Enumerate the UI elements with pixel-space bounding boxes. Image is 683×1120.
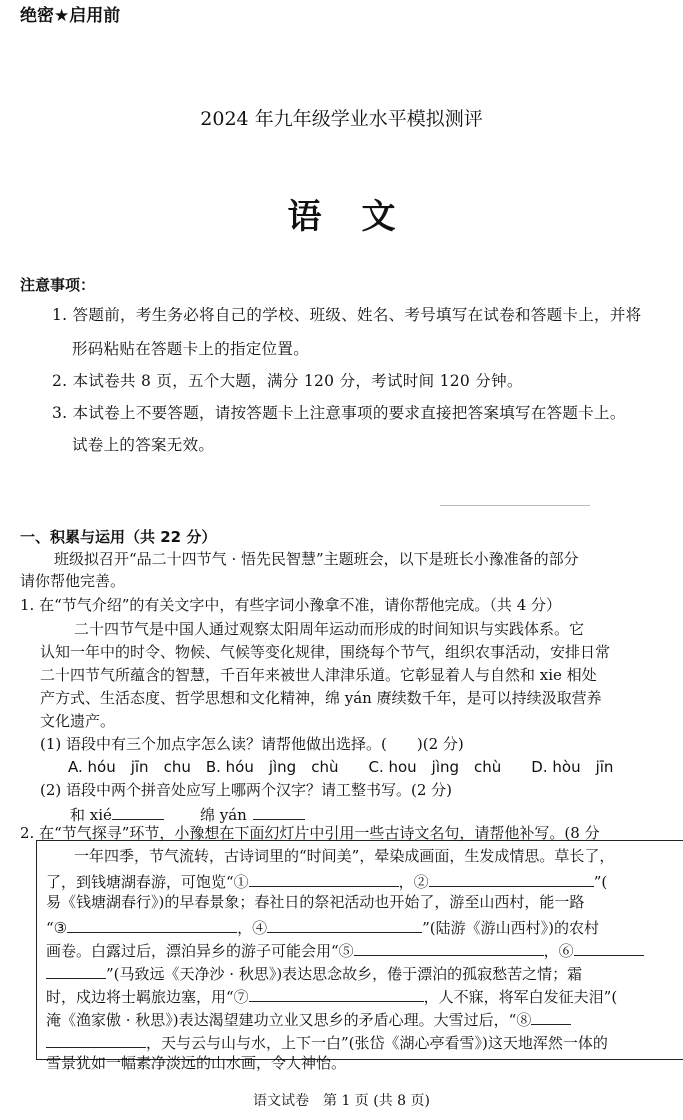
slide-text: 时，戍边将士羁旅边塞，用“⑦ xyxy=(46,988,249,1006)
slide-text: ”( xyxy=(593,873,608,891)
slide-text: 了，到钱塘湖春游，可饱览“① xyxy=(46,873,249,891)
passage-line: 二十四节气是中国人通过观察太阳周年运动而形成的时间知识与实践体系。它 xyxy=(74,620,585,638)
slide-line: 雪景犹如一幅素净淡远的山水画，令人神怡。 xyxy=(46,1054,347,1072)
passage-line: 二十四节气所蕴含的智慧，千百年来被世人津津乐道。它彰显着人与自然和 xie 相处 xyxy=(40,666,597,684)
sub-question-1: (1) 语段中有三个加点字怎么读？请帮他做出选择。( )(2 分) xyxy=(40,735,464,753)
answer-blank[interactable] xyxy=(531,1010,571,1025)
question-2-stem: 2. 在“节气探寻”环节，小豫想在下面幻灯片中引用一些古诗文名句，请帮他补写。(8 分 xyxy=(20,824,600,842)
slide-text: “③ xyxy=(46,919,68,937)
slide-text: 画卷。白露过后，漂泊异乡的游子可能会用“⑤ xyxy=(46,942,354,960)
passage-line: 产方式、生活态度、哲学思想和文化精神，绵 yán 赓续数千年，是可以持续汲取营养 xyxy=(40,689,602,707)
slide-text: ，② xyxy=(398,873,429,891)
slide-line xyxy=(46,1010,571,1028)
blank-xie xyxy=(70,805,164,823)
blank-label: 和 xié xyxy=(70,806,112,824)
notice-heading: 注意事项： xyxy=(20,276,96,294)
notice-item-1-cont: 形码粘贴在答题卡上的指定位置。 xyxy=(72,340,310,358)
answer-blank[interactable] xyxy=(574,941,644,956)
slide-line xyxy=(46,872,607,890)
slide-line: 一年四季，节气流转，古诗词里的“时间美”，晕染成画面，生发成情思。草长了， xyxy=(74,847,615,865)
slide-line xyxy=(46,987,617,1005)
answer-blank[interactable] xyxy=(249,872,399,887)
slide-line xyxy=(46,941,644,959)
slide-text: ，④ xyxy=(237,919,268,937)
notice-item-1: 1. 答题前，考生务必将自己的学校、班级、姓名、考号填写在试卷和答题卡上，并将 xyxy=(52,306,642,324)
question-1-stem: 1. 在“节气介绍”的有关文字中，有些字词小豫拿不准，请你帮他完成。（共 4 分） xyxy=(20,596,561,614)
section-1-intro-cont: 请你帮他完善。 xyxy=(20,572,126,590)
passage-line: 认知一年中的时令、物候、气候等变化规律，围绕每个节气，组织农事活动，安排日常 xyxy=(40,643,611,661)
subject-title: 语文 xyxy=(287,197,436,237)
answer-blank[interactable] xyxy=(429,872,594,887)
answer-blank[interactable] xyxy=(46,964,106,979)
slide-line xyxy=(46,1033,608,1051)
exam-title: 2024 年九年级学业水平模拟测评 xyxy=(200,108,483,130)
sub-question-2: (2) 语段中两个拼音处应写上哪两个汉字？请工整书写。(2 分) xyxy=(40,781,453,799)
answer-blank[interactable] xyxy=(112,805,164,820)
answer-blank[interactable] xyxy=(46,1033,146,1048)
answer-options: A. hóu jīn chu B. hóu jìng chù C. hou jìng chù D. hòu jīn xyxy=(68,758,614,776)
slide-text: ，天与云与山与水，上下一白”(张岱《湖心亭看雪》)这天地浑然一体的 xyxy=(146,1034,608,1052)
slide-text: ，⑥ xyxy=(543,942,574,960)
divider xyxy=(440,505,590,506)
confidential-tag: 绝密★启用前 xyxy=(20,6,121,26)
notice-item-3-cont: 试卷上的答案无效。 xyxy=(72,436,215,454)
page-footer: 语文试卷 第 1 页 (共 8 页) xyxy=(253,1093,430,1109)
passage-line: 文化遗产。 xyxy=(40,712,116,730)
slide-text: 淹《渔家傲 · 秋思》)表达渴望建功立业又思乡的矛盾心理。大雪过后，“⑧ xyxy=(46,1011,532,1029)
answer-blank[interactable] xyxy=(354,941,544,956)
slide-line: 易《钱塘湖春行》)的早春景象；春社日的祭祀活动也开始了，游至山西村，能一路 xyxy=(46,893,585,911)
blank-label: 绵 yán xyxy=(200,806,247,824)
slide-text: ”(马致远《天净沙 · 秋思》)表达思念故乡，倦于漂泊的孤寂愁苦之情；霜 xyxy=(106,965,583,983)
notice-item-2: 2. 本试卷共 8 页，五个大题，满分 120 分，考试时间 120 分钟。 xyxy=(52,372,523,390)
answer-blank[interactable] xyxy=(67,918,237,933)
answer-blank[interactable] xyxy=(267,918,422,933)
slide-line xyxy=(46,918,599,936)
section-1-heading: 一、积累与运用（共 22 分） xyxy=(20,528,217,546)
slide-line xyxy=(46,964,582,982)
answer-blank[interactable] xyxy=(249,987,424,1002)
slide-text: ，人不寐，将军白发征夫泪”( xyxy=(423,988,618,1006)
slide-text: ”(陆游《游山西村》)的农村 xyxy=(422,919,600,937)
blank-yan xyxy=(200,805,305,823)
notice-item-3: 3. 本试卷上不要答题，请按答题卡上注意事项的要求直接把答案填写在答题卡上。 xyxy=(52,404,626,422)
answer-blank[interactable] xyxy=(253,805,305,820)
section-1-intro: 班级拟召开“品二十四节气 · 悟先民智慧”主题班会，以下是班长小豫准备的部分 xyxy=(54,550,579,568)
